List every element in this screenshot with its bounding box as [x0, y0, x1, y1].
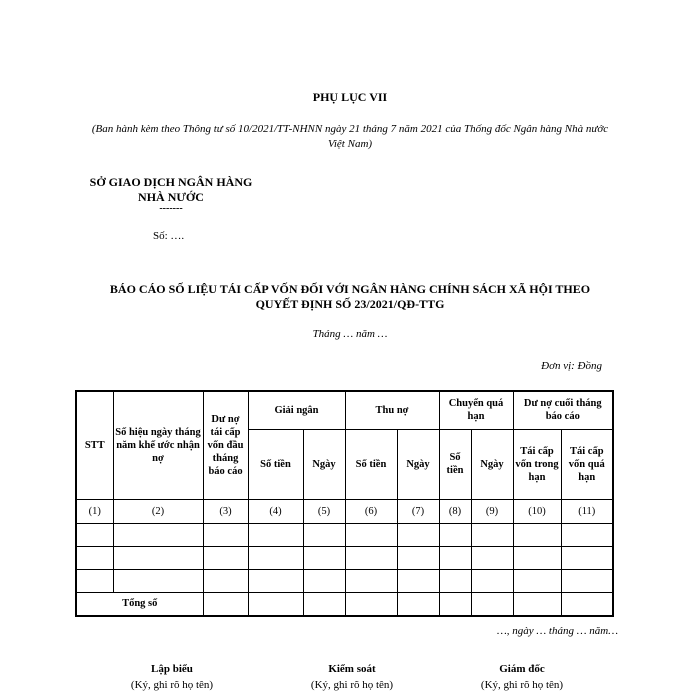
header-stt: STT	[76, 391, 113, 499]
table-row	[76, 523, 613, 546]
report-period: Tháng … năm …	[312, 328, 388, 340]
column-number: (8)	[439, 499, 471, 523]
signature-title: Lập biểu	[151, 663, 193, 675]
agency-name-line1: SỞ GIAO DỊCH NGÂN HÀNG	[89, 175, 253, 189]
header-collection: Thu nợ	[345, 391, 439, 429]
subheader-disbursement-amount: Số tiền	[248, 429, 303, 499]
table-row	[76, 546, 613, 569]
report-table	[75, 390, 614, 617]
column-number: (9)	[471, 499, 513, 523]
signature-preparer	[82, 661, 262, 693]
document-number: Số: ….	[153, 230, 185, 242]
agency-name-line2: NHÀ NƯỚC	[138, 190, 204, 204]
subheader-collection-amount: Số tiền	[345, 429, 397, 499]
appendix-title: PHỤ LỤC VII	[312, 90, 388, 104]
column-number-row	[76, 499, 613, 523]
header-opening-balance: Dư nợ tái cấp vốn đầu tháng báo cáo	[203, 391, 248, 499]
signature-controller	[262, 661, 442, 693]
column-number: (7)	[397, 499, 439, 523]
report-title: BÁO CÁO SỐ LIỆU TÁI CẤP VỐN ĐỐI VỚI NGÂN HÀNG CHÍNH SÁCH XÃ HỘI THEO QUYẾT ĐỊNH SỐ 23/2021/QĐ-TTG	[109, 282, 591, 311]
column-number: (4)	[248, 499, 303, 523]
total-row	[76, 592, 613, 616]
header-disbursement: Giải ngân	[248, 391, 345, 429]
table-row	[76, 569, 613, 592]
signature-note: (Ký, ghi rõ họ tên)	[310, 679, 394, 691]
column-number: (10)	[513, 499, 561, 523]
header-overdue-transfer: Chuyển quá hạn	[439, 391, 513, 429]
appendix-subtitle: (Ban hành kèm theo Thông tư số 10/2021/TT-NHNN ngày 21 tháng 7 năm 2021 của Thống đốc Ngân hàng Nhà nước Việt Nam)	[91, 123, 609, 150]
signature-note: (Ký, ghi rõ họ tên)	[480, 679, 564, 691]
column-number: (2)	[113, 499, 203, 523]
column-number: (6)	[345, 499, 397, 523]
subheader-overdue-date: Ngày	[471, 429, 513, 499]
total-label: Tổng số	[76, 592, 203, 616]
column-number: (3)	[203, 499, 248, 523]
subheader-refi-in-term: Tái cấp vốn trong hạn	[513, 429, 561, 499]
signature-note: (Ký, ghi rõ họ tên)	[130, 679, 214, 691]
signature-title: Giám đốc	[499, 663, 545, 675]
currency-unit: Đơn vị: Đồng	[541, 360, 602, 372]
column-number: (1)	[76, 499, 113, 523]
column-number: (5)	[303, 499, 345, 523]
column-number: (11)	[561, 499, 613, 523]
subheader-collection-date: Ngày	[397, 429, 439, 499]
agency-divider: -------	[159, 203, 183, 214]
subheader-refi-overdue: Tái cấp vốn quá hạn	[561, 429, 613, 499]
signature-director	[432, 661, 612, 693]
subheader-disbursement-date: Ngày	[303, 429, 345, 499]
subheader-overdue-amount: Số tiền	[439, 429, 471, 499]
header-closing-balance: Dư nợ cuối tháng báo cáo	[513, 391, 613, 429]
date-line: …, ngày … tháng … năm…	[496, 625, 618, 637]
header-contract: Số hiệu ngày tháng năm khế ước nhận nợ	[113, 391, 203, 499]
signature-title: Kiểm soát	[328, 663, 376, 675]
agency-name	[80, 175, 262, 205]
